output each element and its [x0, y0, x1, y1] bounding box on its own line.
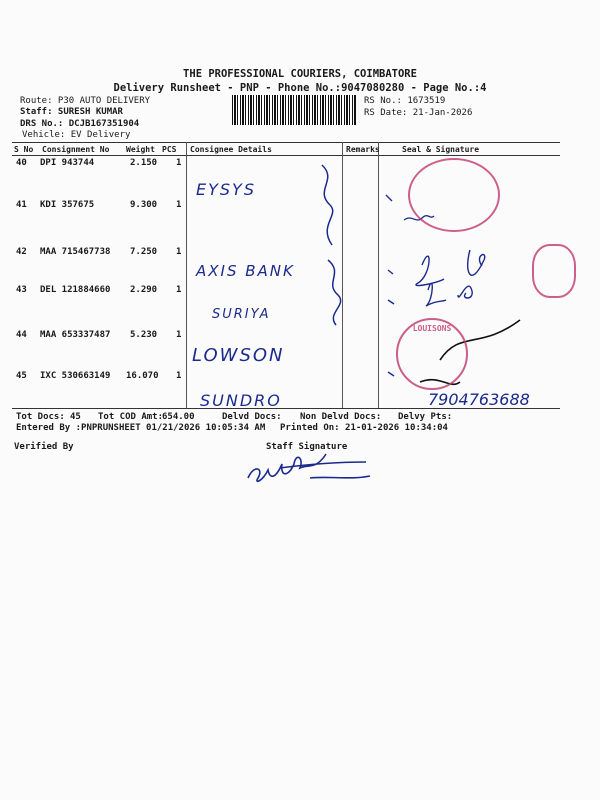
row-pcs: 1: [176, 200, 182, 210]
stamp-text: LOUISONS: [412, 324, 452, 333]
row-sno: 45: [16, 371, 27, 381]
rs-number: RS No.: 1673519: [364, 96, 446, 106]
row-sno: 40: [16, 158, 27, 168]
th-remarks: Remarks: [346, 145, 380, 154]
staff-label: Staff: SURESH KUMAR: [20, 107, 123, 117]
row-sno: 42: [16, 247, 27, 257]
handwritten-sundro: SUNDRO: [200, 391, 282, 410]
handwritten-phone: 7904763688: [428, 390, 530, 409]
runsheet-subtitle: Delivery Runsheet - PNP - Phone No.:9047080280 - Page No.:4: [113, 82, 487, 94]
delivery-points-label: Delvy Pts:: [398, 412, 453, 422]
staff-signature-label: Staff Signature: [266, 442, 348, 452]
row-weight: 5.230: [130, 330, 158, 340]
cod-label: Tot COD Amt:: [98, 412, 164, 422]
barcode: [232, 95, 356, 125]
handwritten-axis-bank: AXIS BANK: [196, 262, 295, 280]
row-sno: 41: [16, 200, 27, 210]
row-pcs: 1: [176, 371, 182, 381]
row-pcs: 1: [176, 247, 182, 257]
th-seal: Seal & Signature: [402, 145, 480, 154]
delivered-docs-label: Delvd Docs:: [222, 412, 282, 422]
row-consignment: KDI 357675: [40, 200, 95, 210]
row-weight: 9.300: [130, 200, 158, 210]
row-consignment: DEL 121884660: [40, 285, 111, 295]
louisons-stamp: [396, 318, 468, 390]
entered-by: Entered By :PNPRUNSHEET 01/21/2026 10:05:34 AM: [16, 423, 266, 433]
row-pcs: 1: [176, 158, 182, 168]
row-weight: 7.250: [130, 247, 158, 257]
th-pcs: PCS: [162, 145, 177, 154]
drs-label: DRS No.: DCJB167351904: [20, 119, 140, 129]
th-consignee: Consignee Details: [190, 145, 272, 154]
total-docs-value: 45: [70, 412, 81, 422]
rs-date: RS Date: 21-Jan-2026: [364, 108, 473, 118]
row-weight: 16.070: [126, 371, 159, 381]
th-sno: S No: [14, 145, 34, 154]
company-title: THE PROFESSIONAL COURIERS, COIMBATORE: [183, 68, 417, 80]
row-sno: 44: [16, 330, 27, 340]
non-delivered-label: Non Delvd Docs:: [300, 412, 382, 422]
row-pcs: 1: [176, 285, 182, 295]
handwritten-lowson: LOWSON: [192, 345, 285, 366]
verified-by-label: Verified By: [14, 442, 74, 452]
row-consignment: MAA 653337487: [40, 330, 111, 340]
row-consignment: IXC 530663149: [40, 371, 111, 381]
th-weight: Weight: [126, 145, 155, 154]
company-stamp: [532, 244, 576, 298]
company-stamp: [408, 158, 500, 232]
route-label: Route: P30 AUTO DELIVERY: [20, 96, 151, 106]
th-consignment: Consignment No: [42, 145, 110, 154]
row-sno: 43: [16, 285, 27, 295]
handwritten-suriya: SURIYA: [212, 307, 271, 322]
cod-value: 654.00: [162, 412, 195, 422]
col-divider-consignee: [186, 142, 187, 408]
row-pcs: 1: [176, 330, 182, 340]
handwritten-eysys: EYSYS: [196, 180, 256, 199]
vehicle-label: Vehicle: EV Delivery: [22, 130, 131, 140]
col-divider-seal: [378, 142, 379, 408]
printed-on: Printed On: 21-01-2026 10:34:04: [280, 423, 448, 433]
row-consignment: MAA 715467738: [40, 247, 111, 257]
row-weight: 2.150: [130, 158, 158, 168]
row-consignment: DPI 943744: [40, 158, 95, 168]
row-weight: 2.290: [130, 285, 158, 295]
staff-signature-icon: [240, 450, 380, 490]
bracket-scribble-icon: [318, 255, 358, 330]
total-docs-label: Tot Docs:: [16, 412, 65, 422]
bracket-scribble-icon: [310, 160, 350, 250]
table-top-rule: [12, 142, 560, 143]
